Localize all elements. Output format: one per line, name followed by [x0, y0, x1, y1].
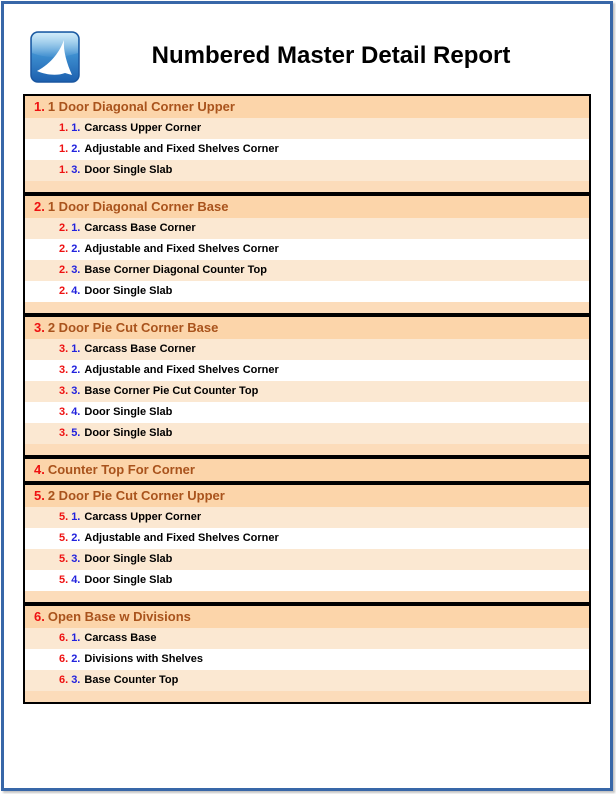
detail-row — [25, 570, 589, 591]
section-title: 1 Door Diagonal Corner Upper — [47, 99, 235, 114]
detail-row — [25, 281, 589, 302]
detail-row — [25, 360, 589, 381]
detail-minor-number: 3. — [71, 674, 81, 686]
detail-major-number: 3. — [59, 343, 69, 355]
detail-minor-number: 5. — [71, 427, 81, 439]
detail-minor-number: 4. — [71, 285, 81, 297]
section-header — [25, 196, 589, 218]
detail-minor-number: 2. — [71, 364, 81, 376]
section-rows — [25, 118, 589, 181]
detail-major-number: 1. — [59, 164, 69, 176]
section-footer-strip — [25, 302, 589, 313]
detail-row — [25, 118, 589, 139]
detail-row — [25, 381, 589, 402]
report-page — [1, 1, 613, 791]
detail-label: Divisions with Shelves — [84, 653, 203, 665]
detail-minor-number: 1. — [71, 222, 81, 234]
detail-row — [25, 160, 589, 181]
detail-major-number: 1. — [59, 122, 69, 134]
detail-row — [25, 628, 589, 649]
section-number: 5. — [34, 488, 45, 503]
report-section — [23, 483, 591, 604]
section-header — [25, 485, 589, 507]
detail-minor-number: 3. — [71, 385, 81, 397]
section-footer-strip — [25, 691, 589, 702]
section-rows — [25, 507, 589, 591]
detail-label: Adjustable and Fixed Shelves Corner — [84, 243, 279, 255]
detail-minor-number: 1. — [71, 122, 81, 134]
detail-row — [25, 239, 589, 260]
detail-label: Base Corner Pie Cut Counter Top — [84, 385, 259, 397]
section-number: 3. — [34, 320, 45, 335]
detail-major-number: 6. — [59, 674, 69, 686]
section-title: 1 Door Diagonal Corner Base — [47, 199, 229, 214]
detail-major-number: 2. — [59, 264, 69, 276]
section-number: 1. — [34, 99, 45, 114]
section-rows — [25, 218, 589, 302]
detail-row — [25, 649, 589, 670]
detail-major-number: 3. — [59, 406, 69, 418]
detail-minor-number: 2. — [71, 143, 81, 155]
detail-label: Door Single Slab — [84, 427, 173, 439]
section-header — [25, 606, 589, 628]
detail-minor-number: 3. — [71, 164, 81, 176]
detail-major-number: 6. — [59, 632, 69, 644]
detail-major-number: 3. — [59, 385, 69, 397]
report-section — [23, 194, 591, 315]
detail-label: Adjustable and Fixed Shelves Corner — [84, 364, 279, 376]
section-header — [25, 96, 589, 118]
detail-row — [25, 218, 589, 239]
detail-minor-number: 1. — [71, 343, 81, 355]
section-header — [25, 317, 589, 339]
detail-row — [25, 260, 589, 281]
detail-major-number: 2. — [59, 243, 69, 255]
detail-label: Door Single Slab — [84, 574, 173, 586]
section-header — [25, 459, 589, 481]
section-number: 4. — [34, 462, 45, 477]
detail-row — [25, 339, 589, 360]
detail-row — [25, 423, 589, 444]
detail-label: Carcass Upper Corner — [84, 122, 202, 134]
detail-minor-number: 3. — [71, 553, 81, 565]
detail-label: Adjustable and Fixed Shelves Corner — [84, 143, 279, 155]
detail-minor-number: 1. — [71, 632, 81, 644]
detail-minor-number: 3. — [71, 264, 81, 276]
detail-row — [25, 402, 589, 423]
detail-label: Base Counter Top — [84, 674, 179, 686]
section-number: 6. — [34, 609, 45, 624]
detail-row — [25, 670, 589, 691]
detail-major-number: 2. — [59, 285, 69, 297]
detail-minor-number: 2. — [71, 532, 81, 544]
detail-major-number: 5. — [59, 511, 69, 523]
detail-minor-number: 1. — [71, 511, 81, 523]
detail-row — [25, 507, 589, 528]
detail-row — [25, 528, 589, 549]
section-title: Open Base w Divisions — [47, 609, 191, 624]
report-section — [23, 315, 591, 457]
section-title: 2 Door Pie Cut Corner Base — [47, 320, 219, 335]
detail-major-number: 5. — [59, 553, 69, 565]
report-section — [23, 94, 591, 194]
detail-row — [25, 139, 589, 160]
page-title: Numbered Master Detail Report — [151, 42, 511, 70]
section-number: 2. — [34, 199, 45, 214]
detail-label: Door Single Slab — [84, 406, 173, 418]
detail-major-number: 5. — [59, 532, 69, 544]
report-header — [4, 4, 610, 84]
detail-label: Adjustable and Fixed Shelves Corner — [84, 532, 279, 544]
section-footer-strip — [25, 181, 589, 192]
detail-minor-number: 4. — [71, 406, 81, 418]
detail-label: Carcass Upper Corner — [84, 511, 202, 523]
detail-minor-number: 2. — [71, 653, 81, 665]
detail-label: Carcass Base Corner — [84, 343, 196, 355]
detail-major-number: 2. — [59, 222, 69, 234]
app-logo-icon — [30, 31, 80, 83]
detail-row — [25, 549, 589, 570]
report-section — [23, 604, 591, 704]
detail-major-number: 1. — [59, 143, 69, 155]
detail-major-number: 3. — [59, 427, 69, 439]
title-area — [80, 43, 582, 69]
detail-label: Carcass Base Corner — [84, 222, 196, 234]
detail-major-number: 6. — [59, 653, 69, 665]
section-title: 2 Door Pie Cut Corner Upper — [47, 488, 225, 503]
detail-label: Door Single Slab — [84, 553, 173, 565]
section-rows — [25, 339, 589, 444]
section-footer-strip — [25, 444, 589, 455]
section-title: Counter Top For Corner — [47, 462, 195, 477]
detail-major-number: 5. — [59, 574, 69, 586]
detail-label: Base Corner Diagonal Counter Top — [84, 264, 267, 276]
section-rows — [25, 628, 589, 691]
detail-label: Carcass Base — [84, 632, 157, 644]
detail-minor-number: 4. — [71, 574, 81, 586]
section-footer-strip — [25, 591, 589, 602]
report-section — [23, 457, 591, 483]
detail-label: Door Single Slab — [84, 164, 173, 176]
detail-major-number: 3. — [59, 364, 69, 376]
report-body — [23, 94, 591, 704]
detail-label: Door Single Slab — [84, 285, 173, 297]
detail-minor-number: 2. — [71, 243, 81, 255]
